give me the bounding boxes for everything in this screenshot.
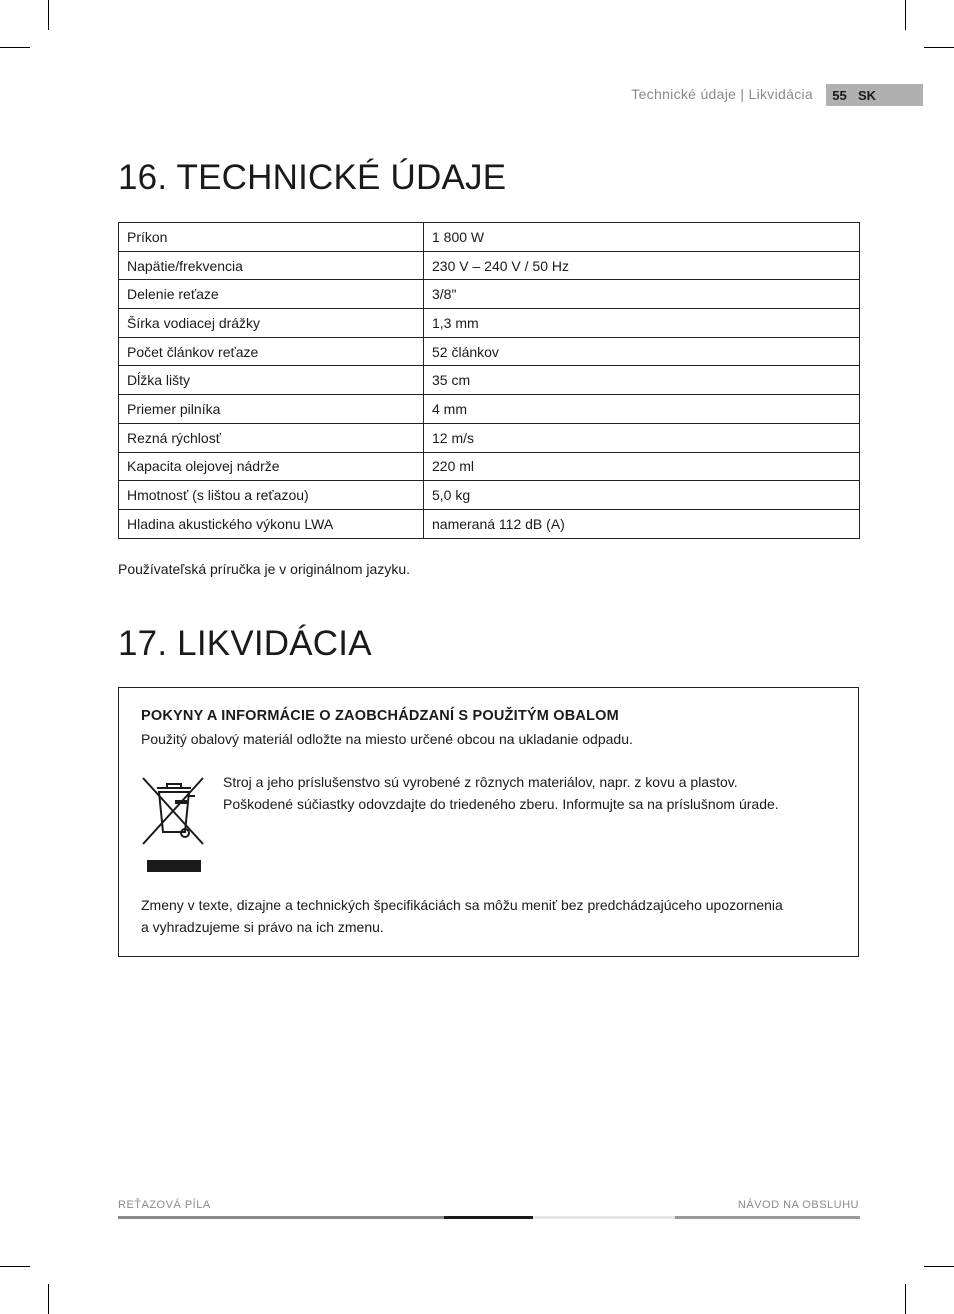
weee-text-line-1: Stroj a jeho príslušenstvo sú vyrobené z rôznych materiálov, napr. z kovu a plastov. <box>223 774 738 790</box>
spec-value: 4 mm <box>424 395 860 424</box>
table-row <box>119 309 860 338</box>
spec-value: 35 cm <box>424 366 860 395</box>
table-row <box>119 423 860 452</box>
language-note: Používateľská príručka je v originálnom jazyku. <box>118 561 410 577</box>
spec-label: Rezná rýchlosť <box>119 423 424 452</box>
table-row <box>119 395 860 424</box>
box-title: POKYNY A INFORMÁCIE O ZAOBCHÁDZANÍ S POUŽITÝM OBALOM <box>141 708 619 724</box>
table-row <box>119 509 860 538</box>
spec-label: Delenie reťaze <box>119 280 424 309</box>
spec-label: Počet článkov reťaze <box>119 337 424 366</box>
table-row <box>119 366 860 395</box>
spec-value: 12 m/s <box>424 423 860 452</box>
spec-label: Šírka vodiacej drážky <box>119 309 424 338</box>
crop-mark <box>905 0 906 30</box>
crop-mark <box>924 1266 954 1267</box>
spec-value: 220 ml <box>424 452 860 481</box>
footer-bar-gray <box>118 1216 444 1219</box>
crop-mark <box>0 1266 30 1267</box>
spec-value: 230 V – 240 V / 50 Hz <box>424 251 860 280</box>
disposal-info-box <box>118 687 859 957</box>
footer-product-name: REŤAZOVÁ PÍLA <box>118 1199 211 1211</box>
changes-notice-line-2: a vyhradzujeme si právo na ich zmenu. <box>141 919 384 935</box>
footer-manual-name: NÁVOD NA OBSLUHU <box>737 1199 859 1211</box>
spec-label: Príkon <box>119 223 424 252</box>
spec-label: Dĺžka lišty <box>119 366 424 395</box>
spec-label: Priemer pilníka <box>119 395 424 424</box>
spec-value: 1 800 W <box>424 223 860 252</box>
spec-value: 52 článkov <box>424 337 860 366</box>
crop-mark <box>924 47 954 48</box>
table-row <box>119 337 860 366</box>
spec-label: Hladina akustického výkonu LWA <box>119 509 424 538</box>
spec-value: 1,3 mm <box>424 309 860 338</box>
spec-label: Hmotnosť (s lištou a reťazou) <box>119 481 424 510</box>
crop-mark <box>48 1284 49 1314</box>
changes-notice-line-1: Zmeny v texte, dizajne a technických špecifikáciách sa môžu meniť bez predchádzajúceho upozornenia <box>141 897 783 913</box>
table-row <box>119 223 860 252</box>
crop-mark <box>48 0 49 30</box>
spec-value: nameraná 112 dB (A) <box>424 509 860 538</box>
table-row <box>119 251 860 280</box>
table-row <box>119 280 860 309</box>
technical-data-table <box>118 222 860 539</box>
header-page-number: 55 <box>826 84 853 106</box>
footer-bar-light <box>533 1216 675 1219</box>
section-title-technical-data: 16. TECHNICKÉ ÚDAJE <box>118 158 507 197</box>
spec-value: 5,0 kg <box>424 481 860 510</box>
spec-label: Kapacita olejovej nádrže <box>119 452 424 481</box>
header-language-tab: SK <box>853 84 923 106</box>
spec-label: Napätie/frekvencia <box>119 251 424 280</box>
section-title-disposal: 17. LIKVIDÁCIA <box>118 624 372 663</box>
crop-mark <box>905 1284 906 1314</box>
weee-text-line-2: Poškodené súčiastky odovzdajte do triedeného zberu. Informujte sa na príslušnom úrade. <box>223 796 779 812</box>
footer-bar-dark <box>444 1216 533 1219</box>
table-row <box>119 452 860 481</box>
crop-mark <box>0 47 30 48</box>
table-row <box>119 481 860 510</box>
crossed-out-wheelie-bin-icon <box>139 774 207 878</box>
header-section-text: Technické údaje | Likvidácia <box>631 86 813 102</box>
footer-bar-gray-right <box>675 1216 860 1219</box>
spec-value: 3/8" <box>424 280 860 309</box>
packaging-text: Použitý obalový materiál odložte na miesto určené obcou na ukladanie odpadu. <box>141 731 633 747</box>
